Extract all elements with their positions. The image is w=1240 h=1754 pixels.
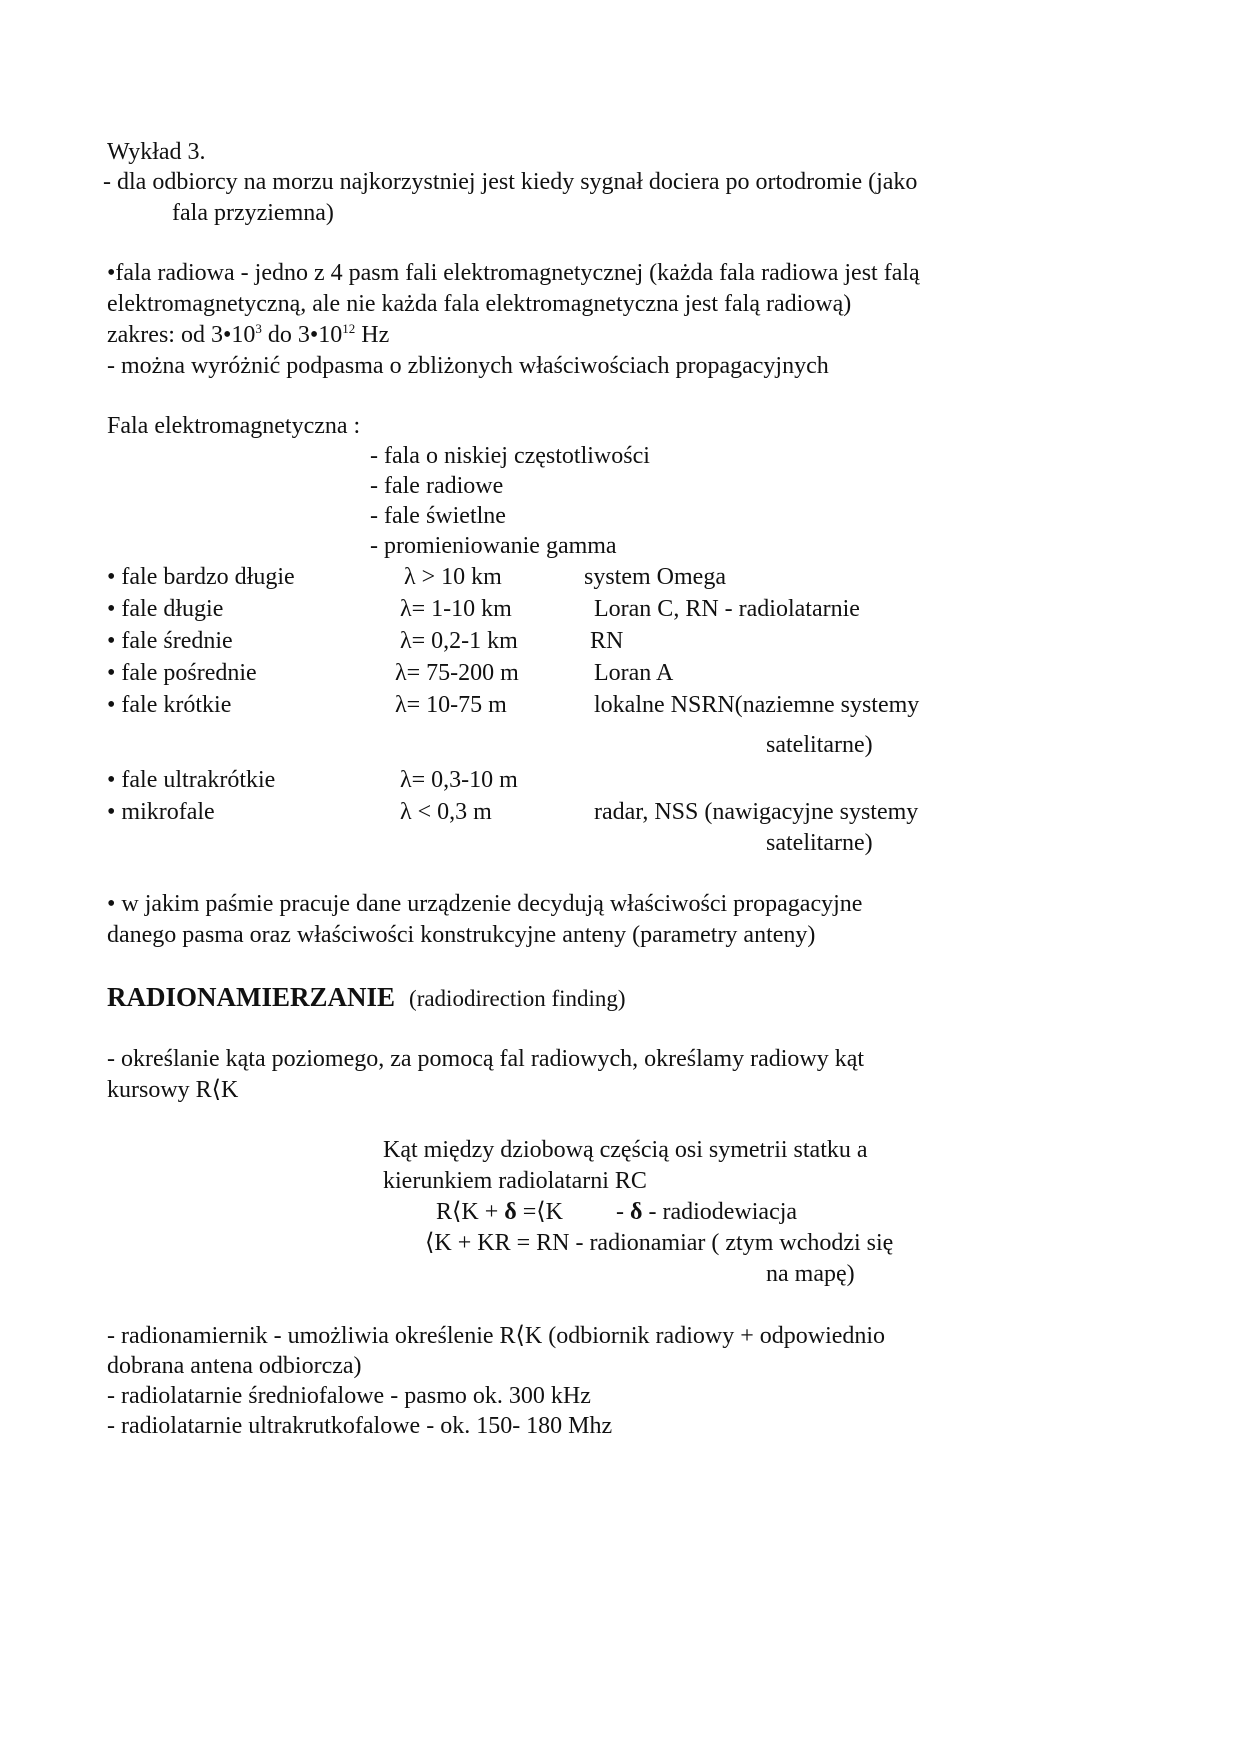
closing-line-2: dobrana antena odbiorcza): [107, 1353, 362, 1379]
band-row-name: • mikrofale: [107, 797, 215, 828]
bullet-icon: •: [107, 891, 116, 917]
band-row-usage: Loran A: [594, 660, 674, 686]
band-row-name: • fale średnie: [107, 626, 233, 657]
band-row-name: • fale ultrakrótkie: [107, 765, 275, 796]
band-row-wavelength: λ < 0,3 m: [400, 799, 492, 825]
intro-line-1: - dla odbiorcy na morzu najkorzystniej jest kiedy sygnał dociera po ortodromie (jako: [103, 169, 918, 195]
closing-line-3: - radiolatarnie średniofalowe - pasmo ok. 300 kHz: [107, 1383, 591, 1409]
radio-wave-line-2: elektromagnetyczną, ale nie każda fala elektromagnetyczna jest falą radiową): [107, 291, 852, 317]
band-row-usage: RN: [590, 628, 624, 654]
device-note-line-1: • w jakim paśmie pracuje dane urządzenie decydują właściwości propagacyjne: [107, 889, 862, 920]
subbands-note: - można wyróżnić podpasma o zbliżonych właściwościach propagacyjnych: [107, 353, 829, 379]
band-row-wavelength: λ= 1-10 km: [400, 596, 512, 622]
bullet-icon: •: [107, 628, 116, 654]
band-row-name: • fale pośrednie: [107, 658, 257, 689]
frequency-range: zakres: od $3•10^3$ do $3•10^{12}$ Hz: [107, 321, 390, 348]
formula-radio-bearing: ⟨K + KR = RN - radionamiar ( ztym wchodzi się: [425, 1230, 894, 1256]
intro-line-2: fala przyziemna): [172, 200, 334, 226]
band-row-name: • fale krótkie: [107, 690, 231, 721]
band-row-wavelength: λ= 0,2-1 km: [400, 628, 518, 654]
band-row-wavelength: λ= 75-200 m: [395, 660, 519, 686]
band-row-usage: system Omega: [584, 564, 726, 590]
band-row-usage-cont: satelitarne): [766, 830, 873, 856]
bullet-icon: •: [107, 260, 116, 286]
bullet-icon: •: [107, 660, 116, 686]
formula-radio-bearing-cont: na mapę): [766, 1261, 855, 1287]
delta-symbol: δ: [504, 1199, 517, 1225]
closing-line-4: - radiolatarnie ultrakrutkofalowe - ok. 150- 180 Mhz: [107, 1413, 613, 1439]
band-row-wavelength: λ > 10 km: [404, 564, 502, 590]
bullet-icon: •: [107, 767, 116, 793]
angle-description-line-1: Kąt między dziobową częścią osi symetrii statku a: [383, 1137, 868, 1163]
band-row-usage: lokalne NSRN(naziemne systemy: [594, 692, 920, 718]
lecture-title: Wykład 3.: [107, 139, 206, 165]
formula-radiodeviation: R⟨K + δ =⟨K: [436, 1199, 563, 1225]
em-type-0: - fala o niskiej częstotliwości: [370, 443, 650, 469]
definition-line-2: kursowy R⟨K: [107, 1077, 239, 1103]
em-type-1: - fale radiowe: [370, 473, 504, 499]
formula-radiodeviation-note: - δ - radiodewiacja: [616, 1199, 798, 1225]
band-row-usage: radar, NSS (nawigacyjne systemy: [594, 799, 919, 825]
angle-description-line-2: kierunkiem radiolatarni RC: [383, 1168, 647, 1194]
device-note-line-2: danego pasma oraz właściwości konstrukcyjne anteny (parametry anteny): [107, 922, 816, 948]
band-row-wavelength: λ= 10-75 m: [395, 692, 507, 718]
bullet-icon: •: [107, 799, 116, 825]
delta-symbol: δ: [630, 1199, 643, 1225]
em-type-2: - fale świetlne: [370, 503, 506, 529]
band-row-name: • fale długie: [107, 594, 223, 625]
definition-line-1: - określanie kąta poziomego, za pomocą fal radiowych, określamy radiowy kąt: [107, 1046, 865, 1072]
bullet-icon: •: [107, 692, 116, 718]
section-heading: [107, 982, 626, 1015]
radio-wave-line-1: •fala radiowa - jedno z 4 pasm fali elektromagnetycznej (każda fala radiowa jest falą: [107, 260, 920, 286]
band-row-name: • fale bardzo długie: [107, 562, 295, 593]
closing-line-1: - radionamiernik - umożliwia określenie R⟨K (odbiornik radiowy + odpowiednio: [107, 1323, 886, 1349]
band-row-usage-cont: satelitarne): [766, 732, 873, 758]
bullet-icon: •: [107, 564, 116, 590]
em-wave-heading: Fala elektromagnetyczna :: [107, 413, 361, 439]
band-row-usage: Loran C, RN - radiolatarnie: [594, 596, 860, 622]
em-type-3: - promieniowanie gamma: [370, 533, 617, 559]
section-title: RADIONAMIERZANIE: [107, 982, 396, 1012]
bullet-icon: •: [107, 596, 116, 622]
section-subtitle: (radiodirection finding): [409, 986, 626, 1011]
band-row-wavelength: λ= 0,3-10 m: [400, 767, 518, 793]
